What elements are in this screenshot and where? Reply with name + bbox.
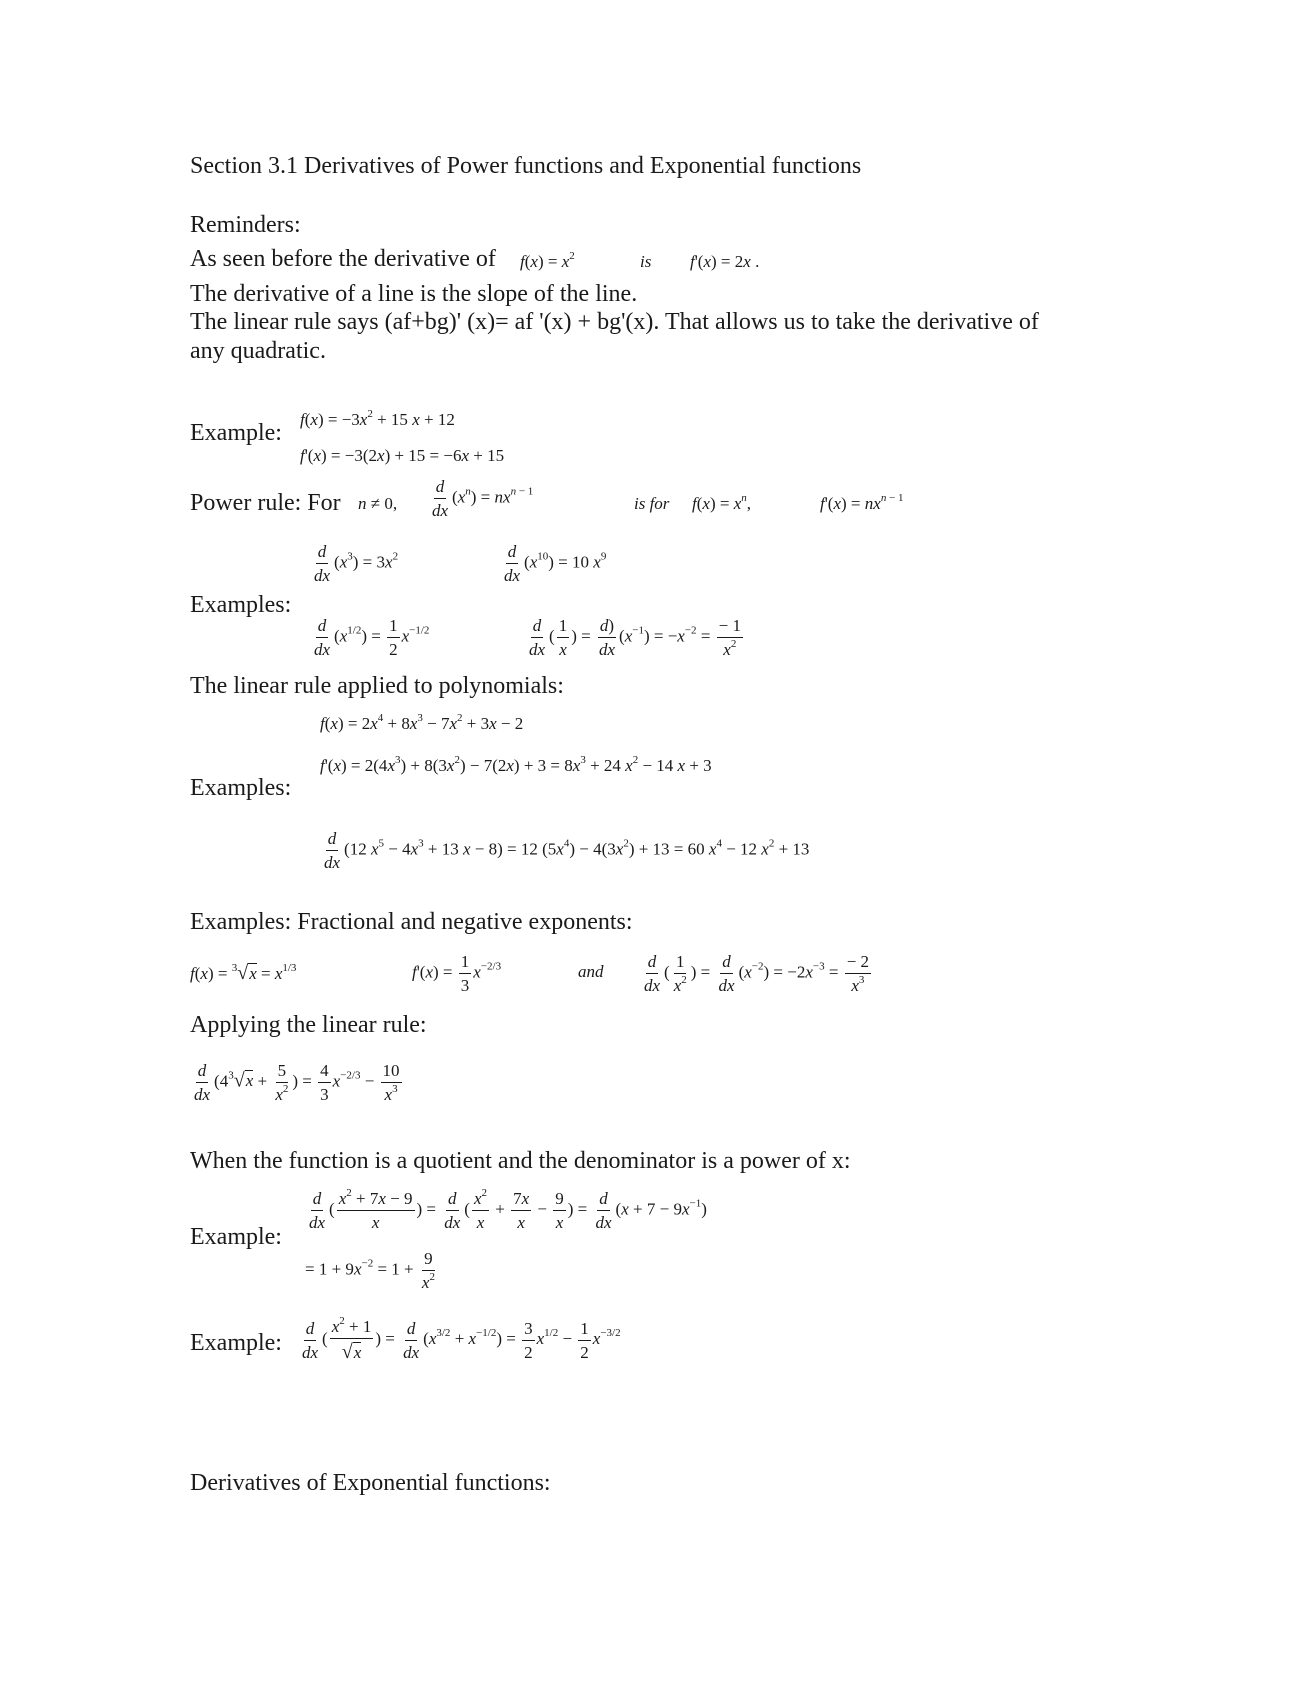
fractional-and: and [578, 962, 604, 981]
power-rule-fpn: $f'(x) = nx^{n - 1}$ [820, 492, 904, 513]
reminder-line-1 [190, 246, 496, 273]
example-power-3: $\frac{d}{dx}$ $(x^{1/2})$ = $\frac{1}{2}$ $x^{-1/2}$ [314, 616, 430, 659]
linear-poly-f: $f(x) = 2x^4 + 8x^3 - 7x^2 + 3x - 2$ [320, 712, 524, 733]
applying-expression: $\frac{d}{dx}$ ($4^3√x$ + $\frac{5}{x^2}$ ) = $\frac{4}{3}$ $x^{-2/3}$ − $\frac{10}{x^3}$ [194, 1061, 400, 1104]
power-rule-is-for: is for [634, 494, 670, 513]
power-rule-formula: $\frac{d}{dx}$ $(x^n) = nx^{n - 1}$ [432, 477, 534, 520]
quotient-example-1-label: Example: [190, 1224, 282, 1250]
linear-poly-label: Examples: [190, 775, 292, 801]
reminder-f-formula: $f(x) = x^2$ [520, 250, 575, 271]
fractional-derivative: $\frac{d}{dx}$ ( $\frac{1}{x^2}$ ) = $\frac{d}{dx}$ $(x^{-2}) = -2x^{-3}$ = $\frac{- 2}{x^3}$ [644, 952, 870, 995]
example-1-fprime: f'(x) = −3(2x) + 15 = −6x + 15 [300, 446, 505, 465]
example-power-4: $\frac{d}{dx}$ ( $\frac{1}{x}$ ) = $\frac{d)}{dx}$ $(x^{-1}) = -x^{-2}$ = $\frac{- 1}{x^2}$ [529, 616, 741, 659]
examples-power-label: Examples: [190, 592, 292, 618]
power-rule-fn: $f(x) = x^n$, [692, 492, 751, 513]
reminder-line-1-text: As seen before the derivative of [190, 246, 496, 272]
exponential-heading: Derivatives of Exponential functions: [190, 1470, 551, 1496]
reminder-is: is [640, 252, 652, 271]
example-1-label: Example: [190, 420, 282, 446]
quotient-line-2: = $1 + 9x^{-2} = 1$ + $\frac{9}{x^2}$ [305, 1249, 435, 1292]
quotient-heading: When the function is a quotient and the denominator is a power of x: [190, 1148, 851, 1174]
quotient-line-3: $\frac{d}{dx}$ ( $\frac{x^2 + 1}{√x}$ ) = $\frac{d}{dx}$ $(x^{3/2} + x^{-1/2})$ = $\frac{3}{2}$ $x^{1/2}$ − $\frac{1}{2}$ $x^{-3/2}$ [302, 1315, 621, 1363]
fractional-f: $f(x) = ^3√x = x^{1/3}$ [190, 962, 297, 984]
quotient-line-1: $\frac{d}{dx}$ ( $\frac{x^2 + 7x - 9}{x}$ ) = $\frac{d}{dx}$ ( $\frac{x^2}{x}$ + $\frac{7x}{x}$ − $\frac{9}{x}$ ) = $\frac{d}{dx}$ $(x + 7 - 9x^{-1})$ [309, 1187, 707, 1232]
power-rule-label: Power rule: For [190, 490, 341, 516]
linear-poly-derivative: $\frac{d}{dx}$ (12 $x^5 - 4x^3 + 13$ x − 8) = 12 $(5x^4) - 4(3x^2) + 13 = 60$ $x^4 - 12$ $x^2 + 13$ [324, 829, 810, 872]
example-1-f: $f(x) = -3x^2 + 15$ x + 12 [300, 408, 455, 429]
reminder-line-2: The derivative of a line is the slope of the line. [190, 281, 638, 307]
applying-heading: Applying the linear rule: [190, 1012, 427, 1038]
fractional-fprime: f'(x) = $\frac{1}{3}$ $x^{-2/3}$ [412, 952, 502, 995]
fractional-heading: Examples: Fractional and negative exponents: [190, 909, 633, 935]
power-rule-condition: n ≠ 0, [358, 494, 398, 513]
linear-poly-fprime: $f'(x) = 2(4x^3) + 8(3x^2) - 7(2x) + 3 = 8x^3 + 24$ $x^2 - 14$ x + 3 [320, 754, 712, 775]
quotient-example-2-label: Example: [190, 1330, 282, 1356]
section-title: Section 3.1 Derivatives of Power functions and Exponential functions [190, 153, 862, 179]
reminder-line-4: any quadratic. [190, 338, 326, 364]
reminder-fprime-formula: f'(x) = 2x . [690, 252, 760, 271]
example-power-1: $\frac{d}{dx}$ $(x^3) = 3x^2$ [314, 542, 399, 585]
reminder-line-3: The linear rule says (af+bg)' (x)= af '(x) + bg'(x). That allows us to take the derivative of [190, 309, 1039, 335]
example-power-2: $\frac{d}{dx}$ $(x^{10}) = 10$ $x^9$ [504, 542, 607, 585]
reminders-heading: Reminders: [190, 212, 301, 238]
linear-poly-heading: The linear rule applied to polynomials: [190, 673, 564, 699]
